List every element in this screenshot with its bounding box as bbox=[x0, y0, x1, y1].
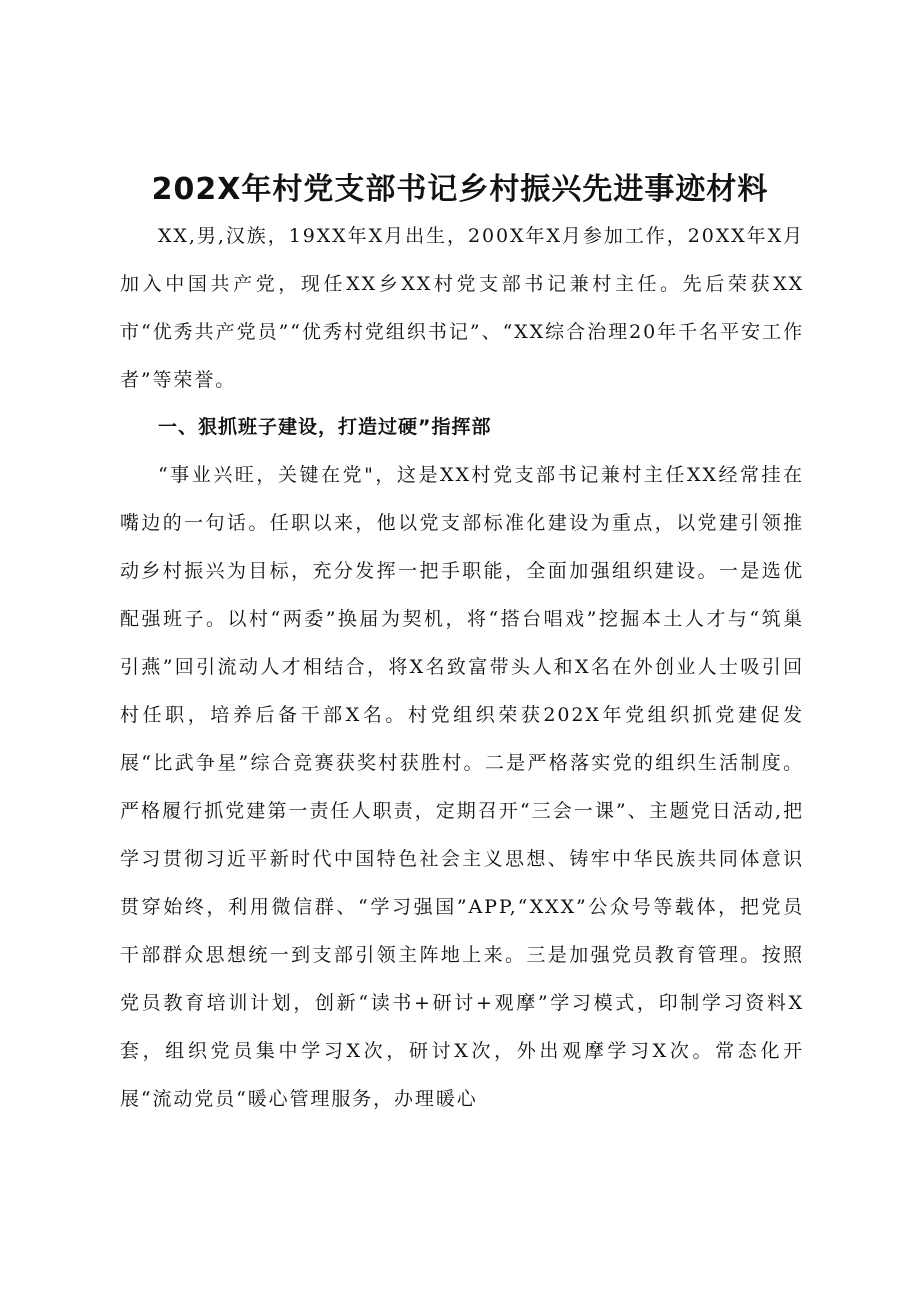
section-1-paragraph: “事业兴旺，关键在党"，这是XX村党支部书记兼村主任XX经常挂在嘴边的一句话。任职以来，他以党支部标准化建设为重点，以党建引领推动乡村振兴为目标，充分发挥一把手职能，全面加强组织建设。一是选优配强班子。以村“两委”换届为契机，将“搭台唱戏”挖掘本土人才与“筑巢引燕”回引流动人才相结合，将X名致富带头人和X名在外创业人士吸引回村任职，培养后备干部X名。村党组织荣获202X年党组织抓党建促发展“比武争星”综合竞赛获奖村获胜村。二是严格落实党的组织生活制度。严格履行抓党建第一责任人职责，定期召开“三会一课”、主题党日活动,把学习贯彻习近平新时代中国特色社会主义思想、铸牢中华民族共同体意识贯穿始终，利用微信群、“学习强国”APP,“XXX”公众号等载体，把党员干部群众思想统一到支部引领主阵地上来。三是加强党员教育管理。按照党员教育培训计划，创新“读书+研讨+观摩”学习模式，印制学习资料X套，组织党员集中学习X次，研讨X次，外出观摩学习X次。常态化开展“流动党员“暖心管理服务，办理暖心 bbox=[120, 464, 804, 1110]
intro-paragraph: XX,男,汉族，19XX年X月出生，200X年X月参加工作，20XX年X月加入中国共产党，现任XX乡XX村党支部书记兼村主任。先后荣获XX市“优秀共产党员”“优秀村党组织书记”、“XX综合治理20年千名平安工作者”等荣誉。 bbox=[120, 225, 804, 391]
document-title: 202X年村党支部书记乡村振兴先进事迹材料 bbox=[151, 172, 769, 207]
section-heading-1: 一、狠抓班子建设，打造过硬”指挥部 bbox=[158, 416, 492, 438]
